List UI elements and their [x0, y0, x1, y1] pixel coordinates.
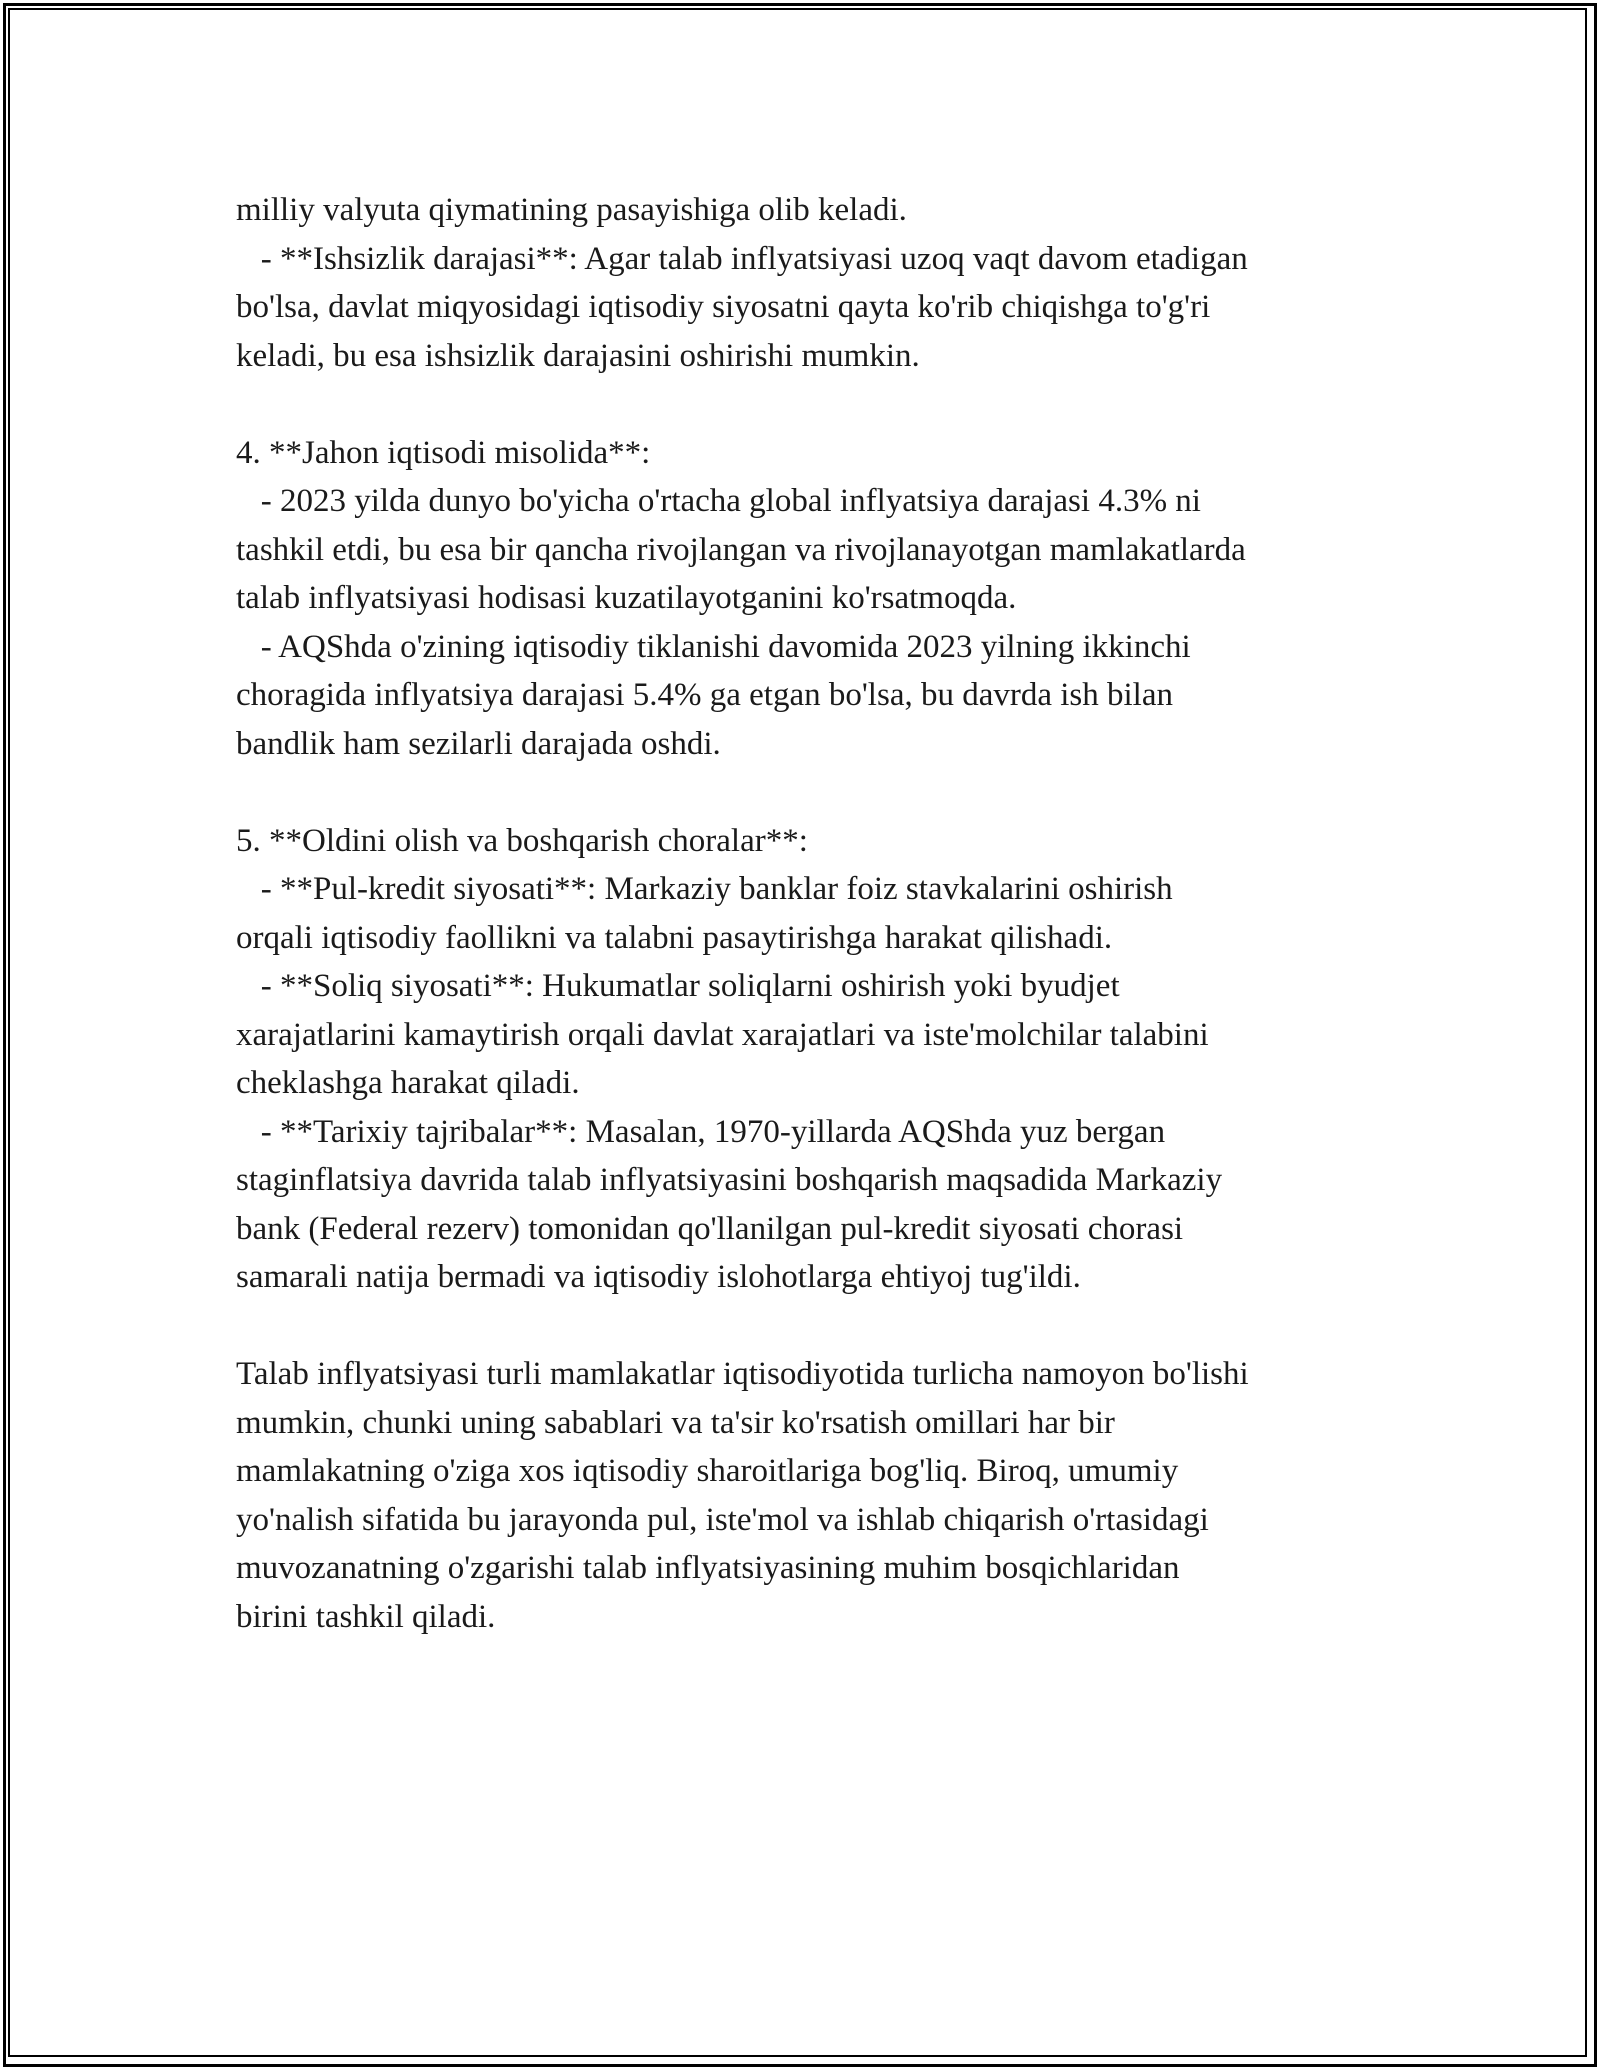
text-line: bank (Federal rezerv) tomonidan qo'llanilgan pul-kredit siyosati chorasi: [236, 1210, 1184, 1247]
text-line: cheklashga harakat qiladi.: [236, 1065, 580, 1101]
paragraph-gap: [236, 1302, 1416, 1351]
text-line: talab inflyatsiyasi hodisasi kuzatilayotganini ko'rsatmoqda.: [236, 580, 1017, 616]
text-line: xarajatlarini kamaytirish orqali davlat xarajatlari va iste'molchilar talabini: [236, 1016, 1209, 1053]
text-line: bo'lsa, davlat miqyosidagi iqtisodiy siyosatni qayta ko'rib chiqishga to'g'ri: [236, 289, 1211, 325]
text-line: keladi, bu esa ishsizlik darajasini oshirishi mumkin.: [236, 337, 920, 374]
section-heading: 5. **Oldini olish va boshqarish choralar**:: [236, 822, 808, 859]
text-line: mumkin, chunki uning sabablari va ta'sir ko'rsatish omillari har bir: [236, 1404, 1115, 1441]
text-line: mamlakatning o'ziga xos iqtisodiy sharoitlariga bog'liq. Biroq, umumiy: [236, 1453, 1179, 1489]
text-line: staginflatsiya davrida talab inflyatsiyasini boshqarish maqsadida Markaziy: [236, 1162, 1223, 1198]
text-line: - **Ishsizlik darajasi**: Agar talab inflyatsiyasi uzoq vaqt davom etadigan: [236, 240, 1248, 277]
text-line: tashkil etdi, bu esa bir qancha rivojlangan va rivojlanayotgan mamlakatlarda: [236, 531, 1246, 568]
paragraph-gap: [236, 768, 1416, 817]
document-body: [236, 186, 1416, 1641]
text-line: bandlik ham sezilarli darajada oshdi.: [236, 725, 721, 762]
text-line: milliy valyuta qiymatining pasayishiga olib keladi.: [236, 192, 907, 228]
text-line: - **Tarixiy tajribalar**: Masalan, 1970-yillarda AQShda yuz bergan: [236, 1113, 1166, 1150]
text-line: choragida inflyatsiya darajasi 5.4% ga etgan bo'lsa, bu davrda ish bilan: [236, 677, 1173, 713]
paragraph-gap: [236, 380, 1416, 429]
text-line: - 2023 yilda dunyo bo'yicha o'rtacha global inflyatsiya darajasi 4.3% ni: [236, 483, 1201, 519]
text-line: - AQShda o'zining iqtisodiy tiklanishi davomida 2023 yilning ikkinchi: [236, 628, 1191, 665]
text-line: samarali natija bermadi va iqtisodiy islohotlarga ehtiyoj tug'ildi.: [236, 1259, 1081, 1295]
section-heading: 4. **Jahon iqtisodi misolida**:: [236, 434, 651, 471]
text-line: yo'nalish sifatida bu jarayonda pul, iste'mol va ishlab chiqarish o'rtasidagi: [236, 1501, 1209, 1538]
text-line: muvozanatning o'zgarishi talab inflyatsiyasining muhim bosqichlaridan: [236, 1550, 1180, 1586]
text-line: orqali iqtisodiy faollikni va talabni pasaytirishga harakat qilishadi.: [236, 919, 1113, 956]
text-line: birini tashkil qiladi.: [236, 1598, 496, 1635]
text-line: - **Pul-kredit siyosati**: Markaziy banklar foiz stavkalarini oshirish: [236, 871, 1173, 907]
text-line: Talab inflyatsiyasi turli mamlakatlar iqtisodiyotida turlicha namoyon bo'lishi: [236, 1356, 1249, 1392]
text-line: - **Soliq siyosati**: Hukumatlar soliqlarni oshirish yoki byudjet: [236, 968, 1120, 1004]
